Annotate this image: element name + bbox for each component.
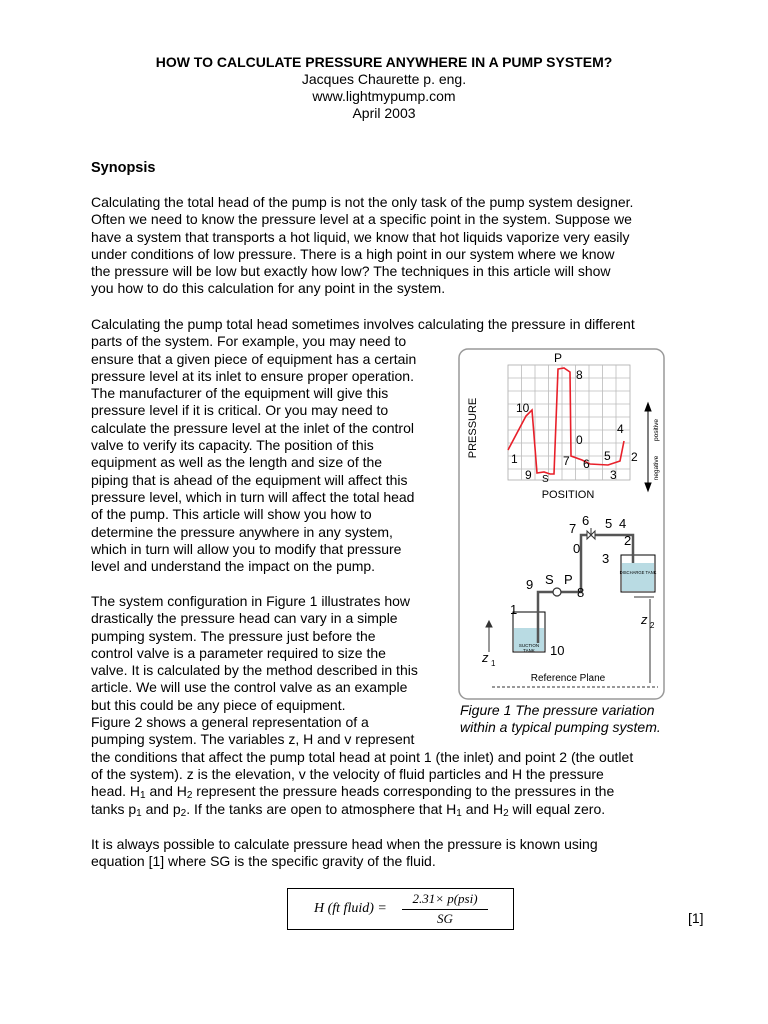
figure-1 xyxy=(458,348,665,700)
equation-lhs: H (ft fluid) = xyxy=(314,901,387,916)
text-line: pumping system. The variables z, H and v represent xyxy=(91,731,415,748)
graph-label: 5 xyxy=(604,449,611,463)
caption-line: Figure 1 The pressure variation xyxy=(460,702,655,718)
document-title: HOW TO CALCULATE PRESSURE ANYWHERE IN A PUMP SYSTEM? xyxy=(155,54,613,70)
graph-xlabel: POSITION xyxy=(541,489,595,501)
graph-label: S xyxy=(542,474,549,485)
text-line: head. $H_1$ and $H_2$ represent the pressure heads corresponding to the pressures in the xyxy=(91,783,615,802)
system-label: 2 xyxy=(624,533,632,548)
text-line: valve. It is calculated by the method described in this xyxy=(91,662,418,679)
text-line: It is always possible to calculate pressure head when the pressure is known using xyxy=(91,836,598,852)
text-line: control valve is a parameter required to size the xyxy=(91,644,386,661)
author: Jacques Chaurette p. eng. xyxy=(301,71,467,87)
text-line: have a system that transports a hot liquid, we know that hot liquids vaporize very easily xyxy=(91,228,630,245)
system-label: 2 xyxy=(650,621,655,630)
text-line: The system configuration in Figure 1 illustrates how xyxy=(91,593,411,609)
text-line: pressure level at its inlet to ensure proper operation. xyxy=(91,367,414,384)
system-label: P xyxy=(564,572,573,587)
text-line: but this could be any piece of equipment. xyxy=(91,696,346,713)
graph-label: 3 xyxy=(610,468,617,482)
text-line: The manufacturer of the equipment will give this xyxy=(91,385,389,402)
text-line: valve to verify its capacity. The position of this xyxy=(91,437,374,454)
graph-label: 7 xyxy=(563,454,570,468)
graph-label: 2 xyxy=(631,450,638,464)
pump-icon xyxy=(553,588,561,596)
graph-label: 1 xyxy=(511,452,518,466)
text-line: of the pump. This article will show you how to xyxy=(91,506,372,523)
system-label: S xyxy=(545,572,554,587)
system-label: 8 xyxy=(577,585,585,600)
text-line: parts of the system. For example, you may need to xyxy=(91,333,407,350)
reference-plane-label: Reference Plane xyxy=(530,673,606,684)
system-label: 1 xyxy=(510,602,518,617)
text-line: Often we need to know the pressure level at a specific point in the system. Suppose we xyxy=(91,211,632,228)
equation-numerator: 2.31× p(psi) xyxy=(412,891,478,906)
text-line: ensure that a given piece of equipment has a certain xyxy=(91,350,417,367)
text-line: tanks $p_1$ and $p_2$. If the tanks are open to atmosphere that $H_1$ and $H_2$ will equal zero. xyxy=(91,800,606,819)
suction-tank-label: TANK xyxy=(523,648,535,653)
system-label: 3 xyxy=(602,551,610,566)
paragraph-1 xyxy=(91,194,633,298)
text-line: Calculating the pump total head sometimes involves calculating the pressure in different xyxy=(91,316,635,332)
text-line: pressure level if it is critical. Or you may need to xyxy=(91,402,389,419)
system-label: z xyxy=(482,650,489,665)
text-line: which in turn will allow you to modify that pressure xyxy=(91,540,402,557)
graph-label: 10 xyxy=(516,401,530,415)
equation-box xyxy=(287,888,514,930)
system-label: 1 xyxy=(491,659,496,668)
text-line: the pressure will be low but exactly how low? The techniques in this article will show xyxy=(91,263,611,280)
text-line: article. We will use the control valve as an example xyxy=(91,679,408,696)
positive-label: positive xyxy=(653,418,660,442)
graph-ylabel: PRESSURE xyxy=(467,397,479,459)
graph-label: 4 xyxy=(617,422,624,436)
discharge-tank-water xyxy=(622,563,654,591)
text-line: Figure 2 shows a general representation of a xyxy=(91,714,369,731)
system-label: 4 xyxy=(619,516,627,531)
caption-line: within a typical pumping system. xyxy=(460,719,661,736)
system-label: 6 xyxy=(582,513,590,528)
suction-tank-label: SUCTION xyxy=(518,643,540,648)
system-label: 0 xyxy=(573,541,581,556)
figure-1-caption xyxy=(460,702,661,737)
text-line: of the system). z is the elevation, v the velocity of fluid particles and H the pressure xyxy=(91,765,604,782)
text-line: equation [1] where SG is the specific gravity of the fluid. xyxy=(91,853,436,870)
text-line: drastically the pressure head can vary in a simple xyxy=(91,610,398,627)
system-label: 7 xyxy=(569,521,577,536)
system-label: 10 xyxy=(550,643,565,658)
text-line: equipment as well as the length and size of the xyxy=(91,454,383,471)
text-line: Calculating the total head of the pump is not the only task of the pump system designer. xyxy=(91,194,634,210)
system-label: z xyxy=(641,612,648,627)
system-label: 9 xyxy=(526,577,534,592)
date: April 2003 xyxy=(352,105,416,121)
discharge-tank-label: DISCHARGE TANK xyxy=(619,570,657,575)
text-line: pumping system. The pressure just before the xyxy=(91,627,376,644)
graph-label: 8 xyxy=(576,368,583,382)
text-line: pressure level, which in turn will affect the total head xyxy=(91,488,415,505)
graph-label: 0 xyxy=(576,433,583,447)
text-line: calculate the pressure level at the inlet of the control xyxy=(91,419,414,436)
text-line: piping that is ahead of the equipment will affect this xyxy=(91,471,408,488)
graph-label: 6 xyxy=(583,457,590,471)
fraction-bar xyxy=(402,909,488,910)
graph-label: P xyxy=(554,351,563,365)
text-line: you how to do this calculation for any point in the system. xyxy=(91,280,446,297)
section-heading-synopsis: Synopsis xyxy=(91,160,156,176)
website: www.lightmypump.com xyxy=(312,88,456,104)
text-line: level and understand the impact on the pump. xyxy=(91,558,376,575)
text-line: the conditions that affect the pump total head at point 1 (the inlet) and point 2 (the outlet xyxy=(91,748,634,765)
text-line: under conditions of low pressure. There is a high point in our system where we know xyxy=(91,245,615,262)
graph-label: 9 xyxy=(525,468,532,482)
equation-denominator: SG xyxy=(437,911,453,926)
paragraph-4 xyxy=(91,836,598,871)
system-label: 5 xyxy=(605,516,613,531)
equation-number: [1] xyxy=(688,910,704,926)
text-line: determine the pressure anywhere in any system, xyxy=(91,523,393,540)
negative-label: negative xyxy=(653,455,660,481)
